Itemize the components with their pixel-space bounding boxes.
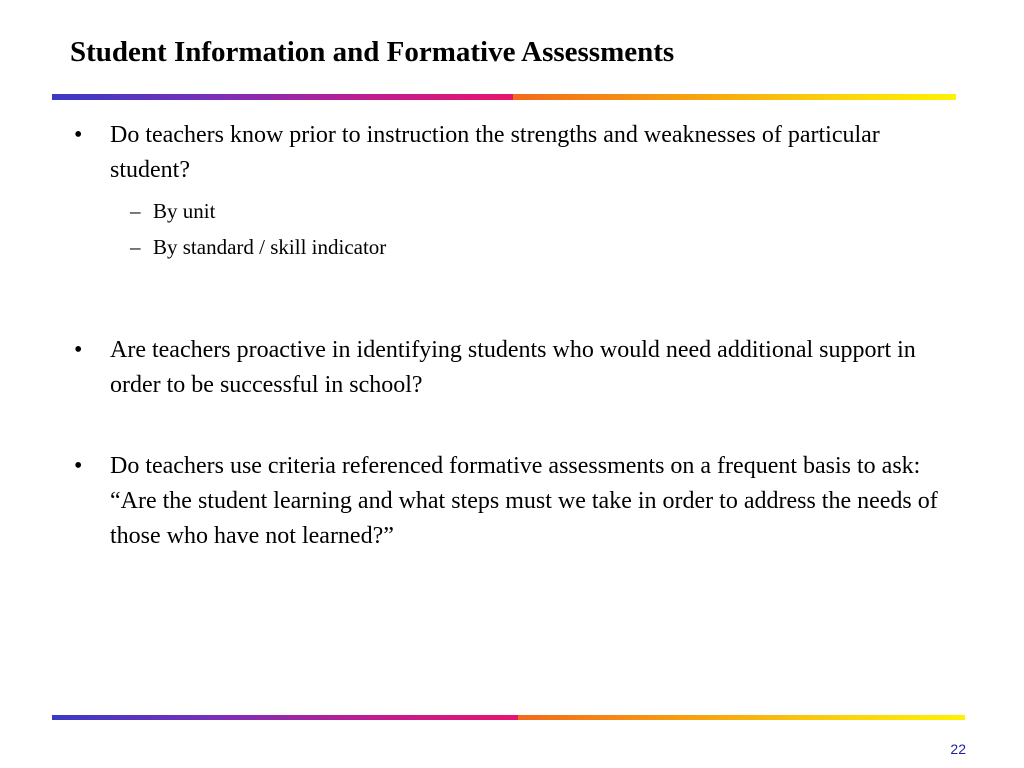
slide-body (74, 118, 954, 554)
sub-bullet-marker: – (130, 235, 141, 259)
page-number: 22 (950, 741, 966, 757)
sub-bullet-list (74, 193, 954, 265)
sub-bullet-marker: – (130, 199, 141, 223)
slide-title: Student Information and Formative Assessments (70, 36, 675, 68)
footer-divider (52, 715, 965, 720)
bullet-marker: • (74, 453, 83, 479)
sub-bullet-item (74, 193, 954, 229)
bullet-item (74, 333, 954, 403)
title-divider-left-gradient (52, 94, 513, 100)
bullet-text: Do teachers use criteria referenced formative assessments on a frequent basis to ask: “Are the student learning and what steps must we take in order to address the needs of those who have not learned?” (110, 453, 938, 549)
bullet-item (74, 118, 954, 188)
bullet-marker: • (74, 122, 83, 148)
sub-bullet-item (74, 229, 954, 265)
bullet-item (74, 449, 954, 554)
title-divider-right-gradient (513, 94, 956, 100)
footer-divider-right-gradient (518, 715, 965, 720)
bullet-marker: • (74, 337, 83, 363)
bullet-text: Are teachers proactive in identifying students who would need additional support in order to be successful in school? (110, 337, 916, 398)
sub-bullet-text: By standard / skill indicator (153, 235, 387, 259)
footer-divider-left-gradient (52, 715, 518, 720)
title-divider (52, 94, 956, 100)
bullet-text: Do teachers know prior to instruction the strengths and weaknesses of particular student? (110, 122, 880, 183)
sub-bullet-text: By unit (153, 199, 216, 223)
